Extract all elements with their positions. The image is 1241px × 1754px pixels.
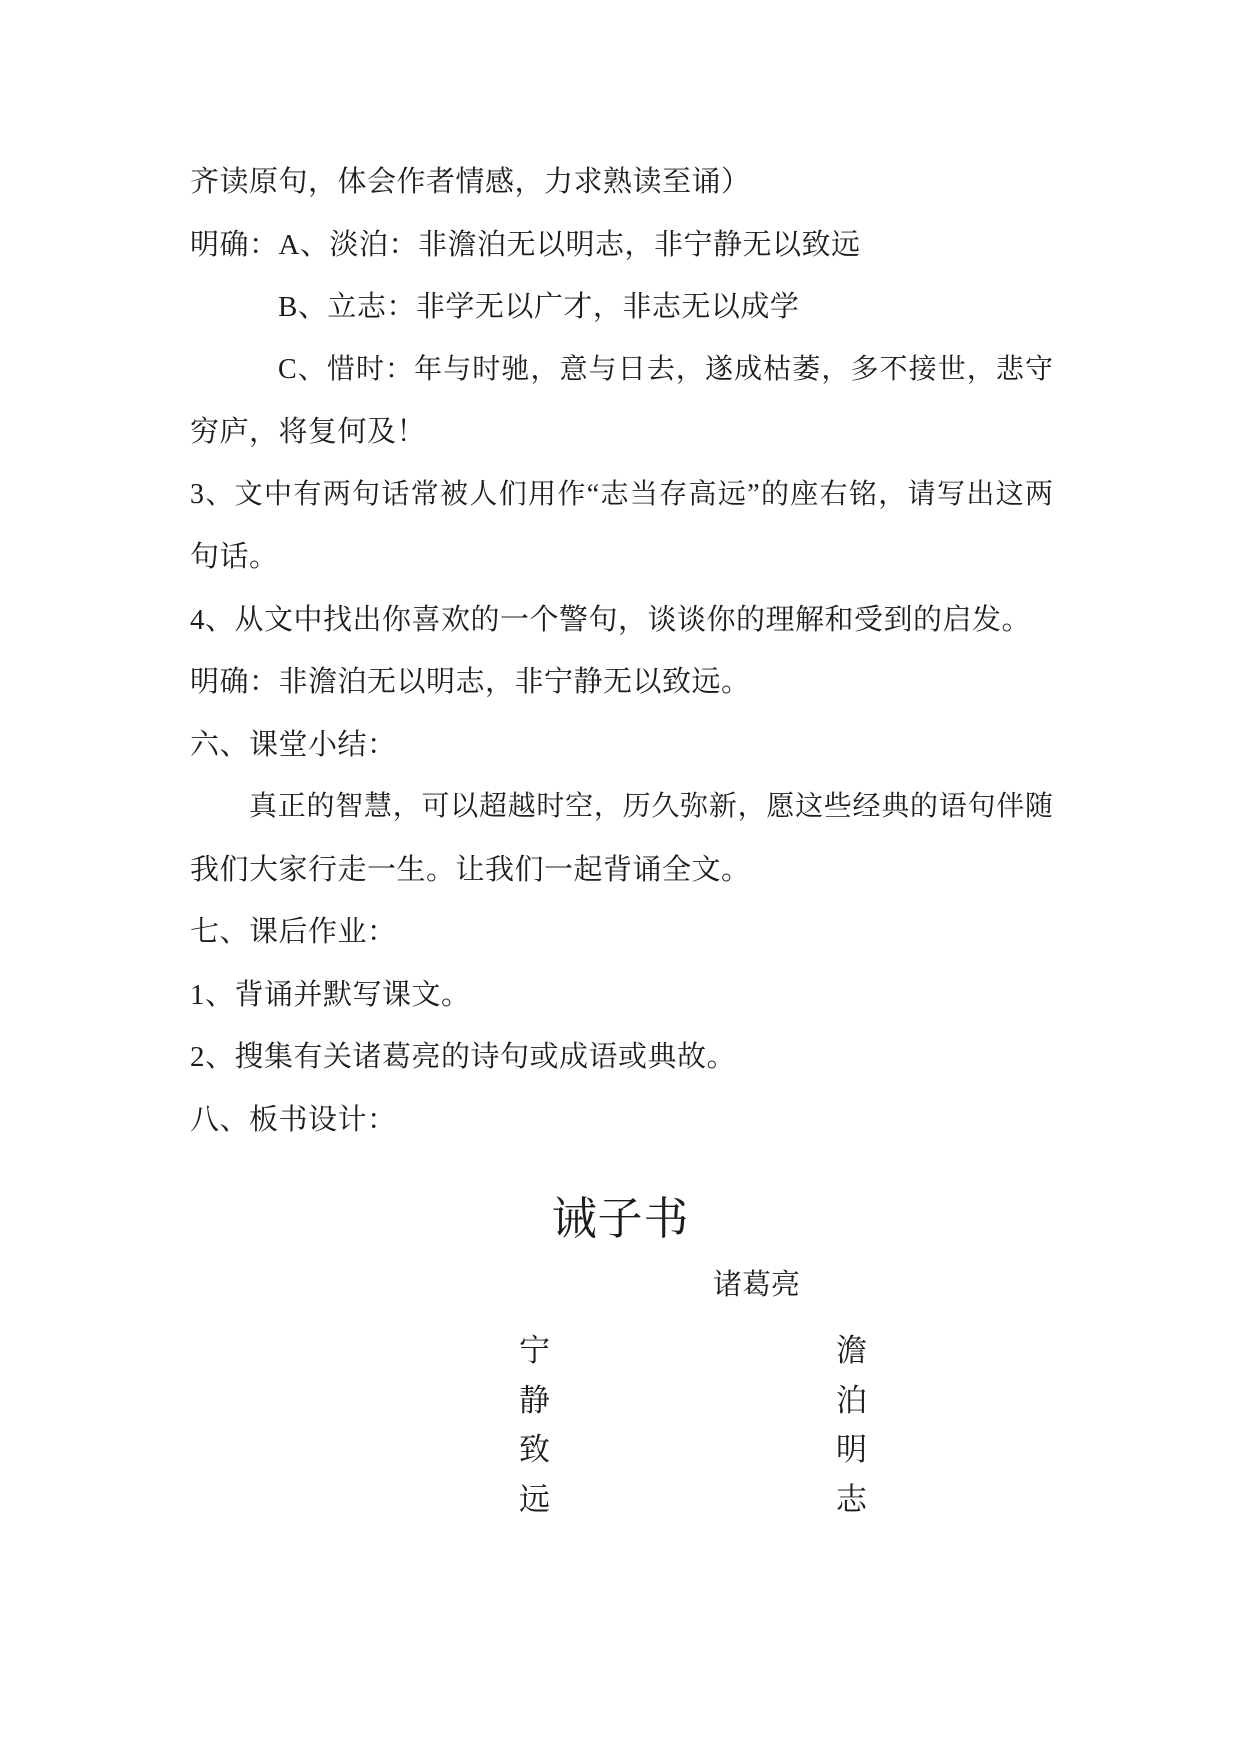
- body-line: 明确：A、淡泊：非澹泊无以明志，非宁静无以致远: [190, 228, 861, 261]
- body-line: 齐读原句，体会作者情感，力求熟读至诵）: [190, 166, 751, 198]
- body-line: 六、课堂小结：: [190, 728, 397, 761]
- body-line: 七、课后作业：: [190, 916, 397, 948]
- body-line: C、惜时：年与时驰，意与日去，遂成枯萎，多不接世，悲守: [278, 353, 1053, 385]
- body-line: 3、文中有两句话常被人们用作“志当存高远”的座右铭，请写出这两: [190, 478, 1053, 510]
- body-line: 八、板书设计：: [190, 1103, 397, 1136]
- body-line: B、立志：非学无以广才，非志无以成学: [278, 291, 800, 323]
- body-line: 句话。: [190, 541, 279, 573]
- body-line: 穷庐，将复何及！: [190, 416, 427, 448]
- body-line: 明确：非澹泊无以明志，非宁静无以致远。: [190, 666, 751, 698]
- board-author-name: 诸葛亮: [713, 1269, 801, 1301]
- body-line: 2、搜集有关诸葛亮的诗句或成语或典故。: [190, 1041, 737, 1073]
- body-line: 1、背诵并默写课文。: [190, 978, 471, 1011]
- board-column-danbo-mingzhi: 澹泊明志: [836, 1333, 867, 1518]
- board-design-title: 诫子书: [551, 1194, 690, 1244]
- body-line: 4、从文中找出你喜欢的一个警句，谈谈你的理解和受到的启发。: [190, 603, 1032, 636]
- board-column-ningjing-zhiyuan: 宁静致远: [519, 1333, 550, 1518]
- body-line: 真正的智慧，可以超越时空，历久弥新，愿这些经典的语句伴随: [249, 791, 1053, 822]
- body-line: 我们大家行走一生。让我们一起背诵全文。: [190, 853, 751, 886]
- body-text: [190, 151, 1053, 1151]
